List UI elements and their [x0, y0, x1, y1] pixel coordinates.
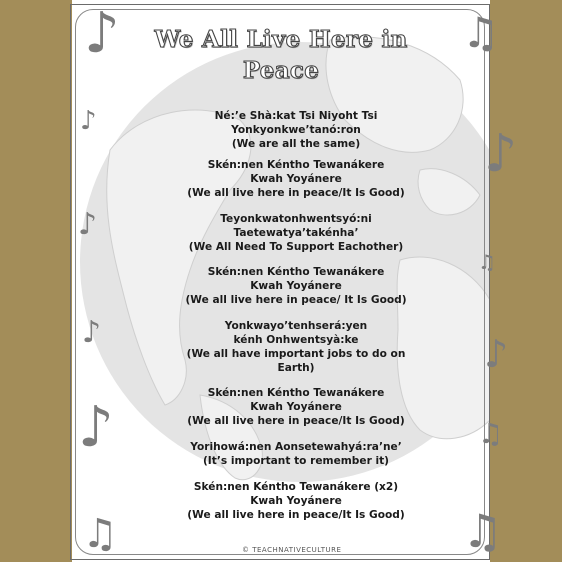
- music-note-icon: ♫: [462, 8, 500, 57]
- music-note-icon: ♫: [462, 504, 504, 558]
- lyric-line: Kwah Yoyánere: [250, 495, 342, 507]
- music-note-icon: ♪: [80, 106, 97, 136]
- lyric-line: Yonkyonkwe’tanó:ron: [231, 124, 361, 136]
- lyric-line: Kwah Yoyánere: [250, 173, 342, 185]
- lyric-line: Skén:nen Kéntho Tewanákere: [207, 387, 385, 399]
- lyric-line: Taetewatya’takénha’: [233, 227, 359, 239]
- lyric-line: (We are all the same): [231, 138, 361, 150]
- lyric-line: Skén:nen Kéntho Tewanákere: [207, 266, 385, 278]
- music-note-icon: ♫: [478, 250, 496, 274]
- stanza-8: [90, 480, 502, 522]
- stanza-3: [90, 212, 502, 254]
- music-note-icon: ♫: [82, 511, 118, 557]
- lyric-line: Yonkwayo’tenhserá:yen: [224, 320, 368, 332]
- copyright-footer: © TEACHNATIVECULTURE: [242, 546, 342, 554]
- music-note-icon: ♫: [478, 417, 504, 450]
- music-note-icon: ♪: [84, 1, 120, 66]
- stanza-2: [90, 158, 502, 200]
- stanza-1: [90, 109, 502, 151]
- lyric-line: Né:’e Shà:kat Tsi Niyoht Tsi: [214, 110, 378, 122]
- lyric-line: kénh Onhwentsyà:ke: [233, 334, 359, 346]
- lyric-line: (We All Need To Support Eachother): [188, 241, 404, 253]
- lyric-line: Kwah Yoyánere: [250, 401, 342, 413]
- lyric-line: Skén:nen Kéntho Tewanákere (x2): [193, 481, 399, 493]
- lyric-line: Kwah Yoyánere: [250, 280, 342, 292]
- lyric-line: Yorihowá:nen Aonsetewahyá:ra’ne’: [190, 441, 402, 453]
- lyric-line: Skén:nen Kéntho Tewanákere: [207, 159, 385, 171]
- music-note-icon: ♪: [484, 124, 518, 184]
- lyric-line: (We all live here in peace/ It Is Good): [185, 294, 407, 306]
- stanza-7: [90, 440, 502, 468]
- lyric-line: Earth): [277, 362, 315, 374]
- lyric-line: (We all live here in peace/It Is Good): [187, 187, 405, 199]
- stanza-6: [90, 386, 502, 428]
- music-note-icon: ♪: [82, 315, 102, 350]
- page-title-line-1: We All Live Here in: [154, 26, 408, 53]
- lyric-line: (It’s important to remember it): [202, 455, 390, 467]
- music-note-icon: ♪: [78, 207, 98, 242]
- music-note-icon: ♪: [78, 395, 114, 460]
- stanza-4: [90, 265, 502, 307]
- lyric-line: (We all live here in peace/It Is Good): [187, 509, 405, 521]
- page-title-line-2: Peace: [242, 57, 320, 84]
- stanza-5: [90, 319, 502, 375]
- lyric-line: (We all have important jobs to do on: [186, 348, 406, 360]
- lyric-line: (We all live here in peace/It Is Good): [187, 415, 405, 427]
- music-note-icon: ♪: [484, 332, 509, 376]
- lyric-line: Teyonkwatonhwentsyó:ni: [220, 213, 372, 225]
